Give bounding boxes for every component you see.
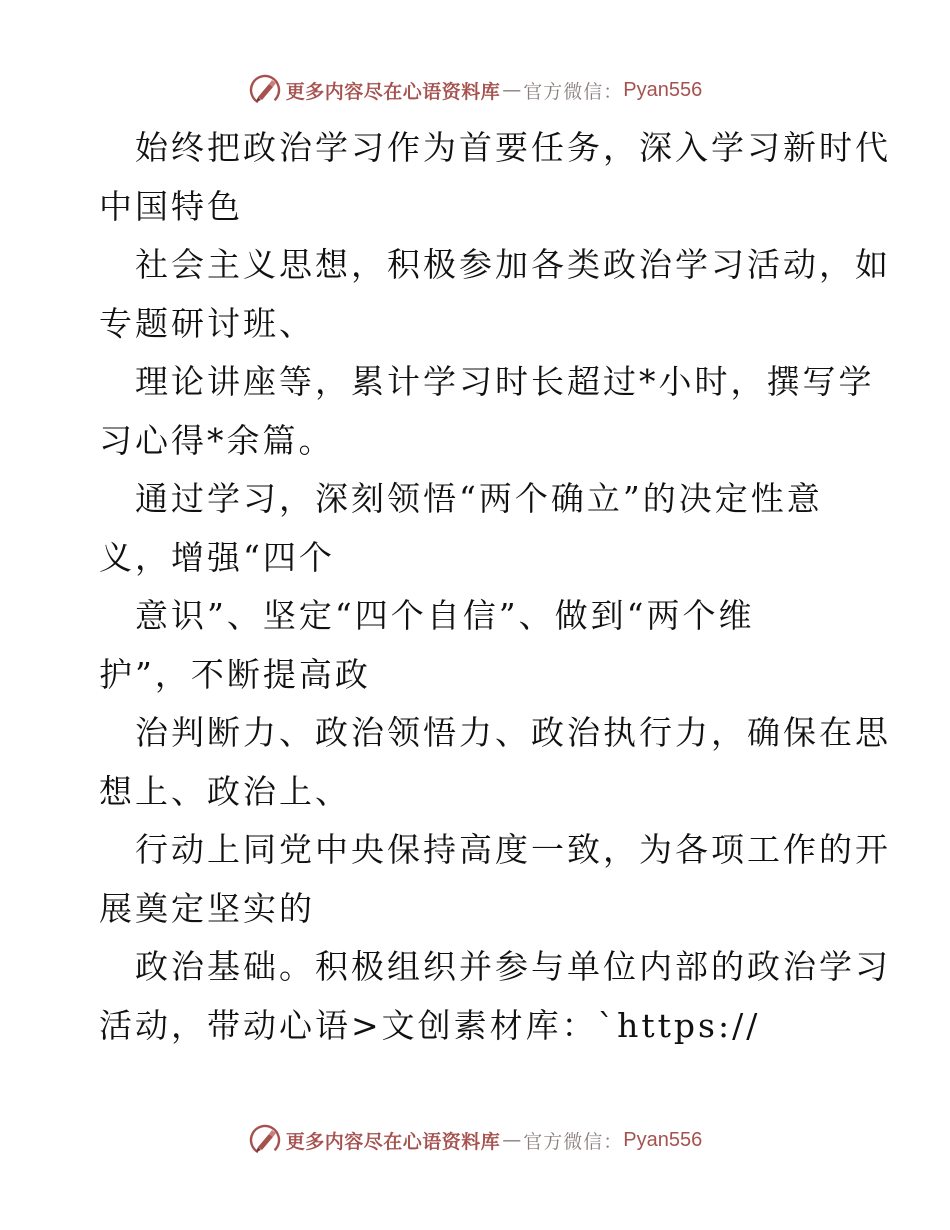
pen-logo-icon xyxy=(248,1123,282,1157)
body-line: 理论讲座等，累计学习时长超过*小时，撰写学 xyxy=(135,362,875,401)
body-line: 社会主义思想，积极参加各类政治学习活动，如 xyxy=(135,245,891,284)
footer-wechat-id: Pyan556 xyxy=(623,1128,703,1151)
body-line: 始终把政治学习作为首要任务，深入学习新时代 xyxy=(135,128,891,167)
footer-wechat-label: 官方微信： xyxy=(523,1130,624,1153)
footer-brand-text: 更多内容尽在心语资料库 xyxy=(285,1130,501,1153)
header-watermark xyxy=(0,70,950,110)
body-line: 中国特色 xyxy=(99,186,243,226)
document-body xyxy=(99,119,891,1055)
body-line: 想上、政治上、 xyxy=(99,771,351,811)
header-wechat-id: Pyan556 xyxy=(623,78,703,101)
footer-watermark xyxy=(0,1120,950,1160)
header-wechat-label: 官方微信： xyxy=(523,80,624,103)
body-line: 义，增强“四个 xyxy=(99,537,335,577)
header-dash: — xyxy=(502,79,522,101)
body-line: 通过学习，深刻领悟“两个确立”的决定性意 xyxy=(135,479,823,518)
body-line: 活动，带动心语>文创素材库：`https:// xyxy=(99,1005,761,1045)
pen-logo-icon xyxy=(248,73,282,107)
body-line: 政治基础。积极组织并参与单位内部的政治学习 xyxy=(135,947,891,986)
body-line: 习心得*余篇。 xyxy=(99,420,335,460)
header-brand-text: 更多内容尽在心语资料库 xyxy=(285,80,501,103)
body-line: 意识”、坚定“四个自信”、做到“两个维 xyxy=(135,596,755,635)
body-line: 治判断力、政治领悟力、政治执行力，确保在思 xyxy=(135,713,891,752)
body-line: 护”，不断提高政 xyxy=(99,654,371,694)
body-line: 展奠定坚实的 xyxy=(99,888,315,928)
body-line: 行动上同党中央保持高度一致，为各项工作的开 xyxy=(135,830,891,869)
footer-dash: — xyxy=(502,1129,522,1151)
body-line: 专题研讨班、 xyxy=(99,303,315,343)
